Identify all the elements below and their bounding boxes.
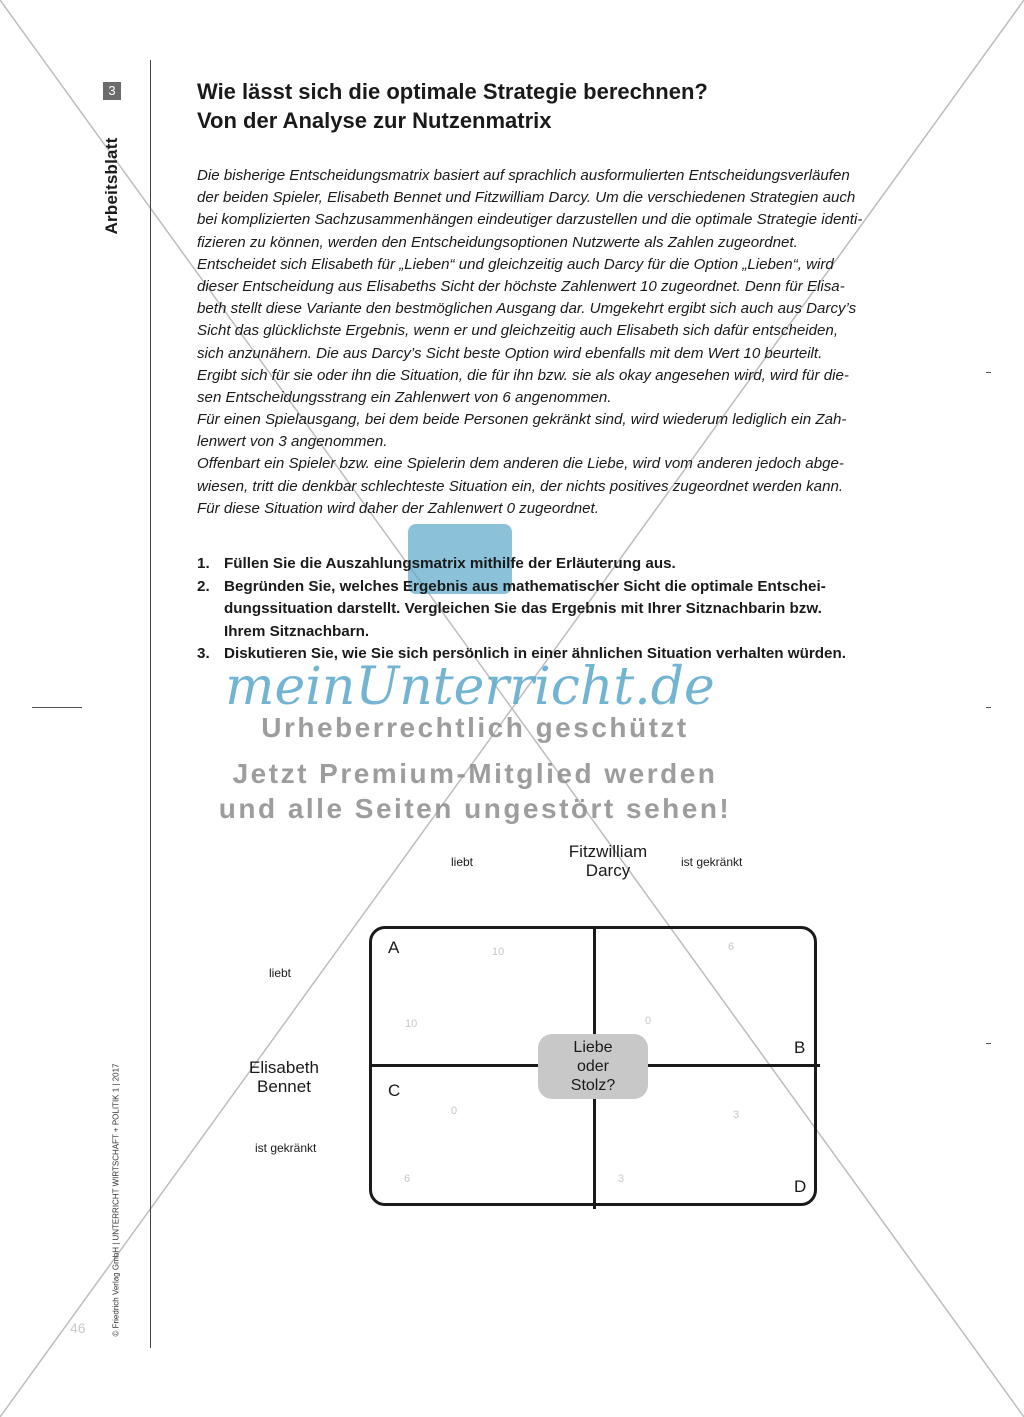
fold-mark-right-3 xyxy=(986,1043,991,1044)
player-name-line: Fitzwilliam xyxy=(568,842,648,861)
task-number: 2. xyxy=(197,577,210,595)
column-option-hurt: ist gekränkt xyxy=(681,855,743,869)
cell-label-c: C xyxy=(388,1081,401,1100)
center-text-line: Liebe xyxy=(573,1039,613,1056)
intro-line: beth stellt diese Variante den bestmöglichen Ausgang dar. Umgekehrt ergibt sich auch aus Darcy’s xyxy=(197,300,857,318)
intro-text xyxy=(197,165,897,520)
row-option-hurt: ist gekränkt xyxy=(255,1141,317,1155)
sheet-number: 3 xyxy=(103,82,121,100)
intro-line: Offenbart ein Spieler bzw. eine Spielerin dem anderen die Liebe, wird vom anderen jedoch abge- xyxy=(197,455,844,473)
intro-line: der beiden Spieler, Elisabeth Bennet und Fitzwilliam Darcy. Um die verschiedenen Strategien auch xyxy=(197,189,856,207)
intro-line: sich anzunähern. Die aus Darcy’s Sicht beste Option wird ebenfalls mit dem Wert 10 beurteilt. xyxy=(197,344,823,362)
task-text: Füllen Sie die Auszahlungsmatrix mithilfe der Erläuterung aus. xyxy=(224,555,676,572)
title-line-1: Wie lässt sich die optimale Strategie berechnen? xyxy=(197,79,708,104)
payoff-value: 10 xyxy=(405,1018,418,1030)
title-line-2: Von der Analyse zur Nutzenmatrix xyxy=(197,108,552,133)
intro-line: sen Entscheidungsstrang ein Zahlenwert von 6 angenommen. xyxy=(197,388,612,406)
fold-mark-right-2 xyxy=(986,707,991,708)
intro-line: fizieren zu können, werden den Entscheidungsoptionen Nutzwerte als Zahlen zugeordnet. xyxy=(197,233,798,251)
task-item xyxy=(197,576,917,644)
payoff-value: 3 xyxy=(618,1173,625,1185)
task-item xyxy=(197,553,917,576)
intro-line: Sicht das glücklichste Ergebnis, wenn er und gleichzeitig auch Elisabeth sich dafür entscheiden, xyxy=(197,322,839,340)
watermark-line-1: Urheberrechtlich geschützt xyxy=(261,712,689,743)
watermark-line-2: Jetzt Premium-Mitglied werden xyxy=(232,758,718,789)
intro-line: Für diese Situation wird daher der Zahlenwert 0 zugeordnet. xyxy=(197,499,599,517)
player-name-line: Elisabeth xyxy=(249,1058,319,1077)
watermark-line-3: und alle Seiten ungestört sehen! xyxy=(218,793,732,824)
payoff-value: 6 xyxy=(404,1173,411,1185)
task-text: Ihrem Sitznachbarn. xyxy=(224,622,370,640)
column-player-name xyxy=(548,842,668,880)
task-text: Diskutieren Sie, wie Sie sich persönlich in einer ähnlichen Situation verhalten würden. xyxy=(224,645,847,662)
center-question-badge xyxy=(538,1034,648,1099)
intro-line: dieser Entscheidung aus Elisabeths Sicht der höchste Zahlenwert 10 zugeordnet. Denn für Elisa- xyxy=(197,277,845,295)
intro-line: lenwert von 3 angenommen. xyxy=(197,433,388,451)
task-text: dungssituation darstellt. Vergleichen Sie das Ergebnis mit Ihrer Sitznachbarin bzw. xyxy=(224,600,822,617)
task-number: 1. xyxy=(197,555,210,572)
fold-mark-right-1 xyxy=(986,372,991,373)
intro-line: Ergibt sich für sie oder ihn die Situation, die für ihn bzw. sie als okay angesehen wird, wird für die- xyxy=(197,366,849,384)
copyright-note: © Friedrich Verlag GmbH | UNTERRICHT WIRTSCHAFT + POLITIK 1 | 2017 xyxy=(111,1063,121,1337)
watermark-logo: meinUnterricht.de xyxy=(225,657,715,717)
intro-line: bei komplizierten Sachzusammenhängen eindeutiger darzustellen und die optimale Strategie identi- xyxy=(197,211,863,229)
player-name-line: Bennet xyxy=(257,1077,311,1096)
center-text-line: oder xyxy=(576,1058,610,1075)
cell-label-b: B xyxy=(794,1038,806,1057)
payoff-value: 0 xyxy=(451,1105,458,1117)
intro-line: Entscheidet sich Elisabeth für „Lieben“ und gleichzeitig auch Darcy für die Option „Lieben“, wird xyxy=(197,255,834,273)
task-number: 3. xyxy=(197,645,210,662)
sheet-type-label: Arbeitsblatt xyxy=(102,137,121,235)
intro-line: wiesen, tritt die denkbar schlechteste Situation ein, der nichts positives zugeordnet werden kann. xyxy=(197,477,844,495)
payoff-value: 3 xyxy=(733,1109,740,1121)
player-name-line: Darcy xyxy=(585,861,631,880)
page-title xyxy=(197,77,708,135)
payoff-value: 0 xyxy=(645,1015,652,1027)
cell-label-a: A xyxy=(388,938,400,957)
page-number: 46 xyxy=(70,1320,86,1336)
intro-line: Für einen Spielausgang, bei dem beide Personen gekränkt sind, wird wiederum lediglich ein Zah- xyxy=(197,411,847,429)
cell-label-d: D xyxy=(794,1177,807,1196)
payoff-value: 6 xyxy=(728,941,735,953)
row-player-name xyxy=(224,1058,344,1096)
payoff-value: 10 xyxy=(492,946,505,958)
row-option-love: liebt xyxy=(269,966,292,980)
center-text-line: Stolz? xyxy=(570,1077,616,1094)
column-option-love: liebt xyxy=(451,855,474,869)
task-text: Begründen Sie, welches Ergebnis aus mathematischer Sicht die optimale Entschei- xyxy=(224,577,826,595)
task-list xyxy=(197,553,917,666)
intro-line: Die bisherige Entscheidungsmatrix basiert auf sprachlich ausformulierten Entscheidungsverläufen xyxy=(197,167,850,184)
